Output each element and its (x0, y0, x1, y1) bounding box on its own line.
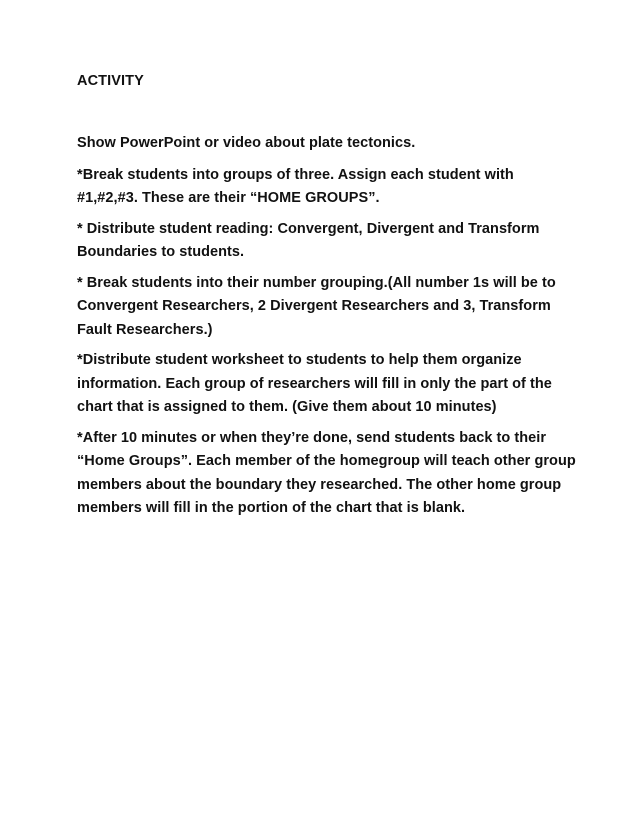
activity-heading: ACTIVITY (77, 73, 144, 89)
document-body (77, 70, 577, 528)
paragraph-distribute-worksheet: *Distribute student worksheet to students to help them organize information. Each group of researchers will fill in only the part of the chart that is assigned to them. (Give them about 10 minutes) (77, 352, 552, 415)
paragraph-show-powerpoint: Show PowerPoint or video about plate tectonics. (77, 135, 416, 151)
paragraph-return-home-groups: *After 10 minutes or when they’re done, send students back to their “Home Groups”. Each member of the homegroup will teach other group members about the boundary they researched. The other home group members will fill in the portion of the chart that is blank. (77, 429, 576, 516)
paragraph-number-grouping: * Break students into their number grouping.(All number 1s will be to Convergent Researchers, 2 Divergent Researchers and 3, Transform Fault Researchers.) (77, 274, 556, 338)
paragraph-distribute-reading: * Distribute student reading: Convergent, Divergent and Transform Boundaries to students. (77, 220, 540, 260)
paragraph-break-into-groups: *Break students into groups of three. Assign each student with #1,#2,#3. These are their “HOME GROUPS”. (77, 166, 514, 206)
